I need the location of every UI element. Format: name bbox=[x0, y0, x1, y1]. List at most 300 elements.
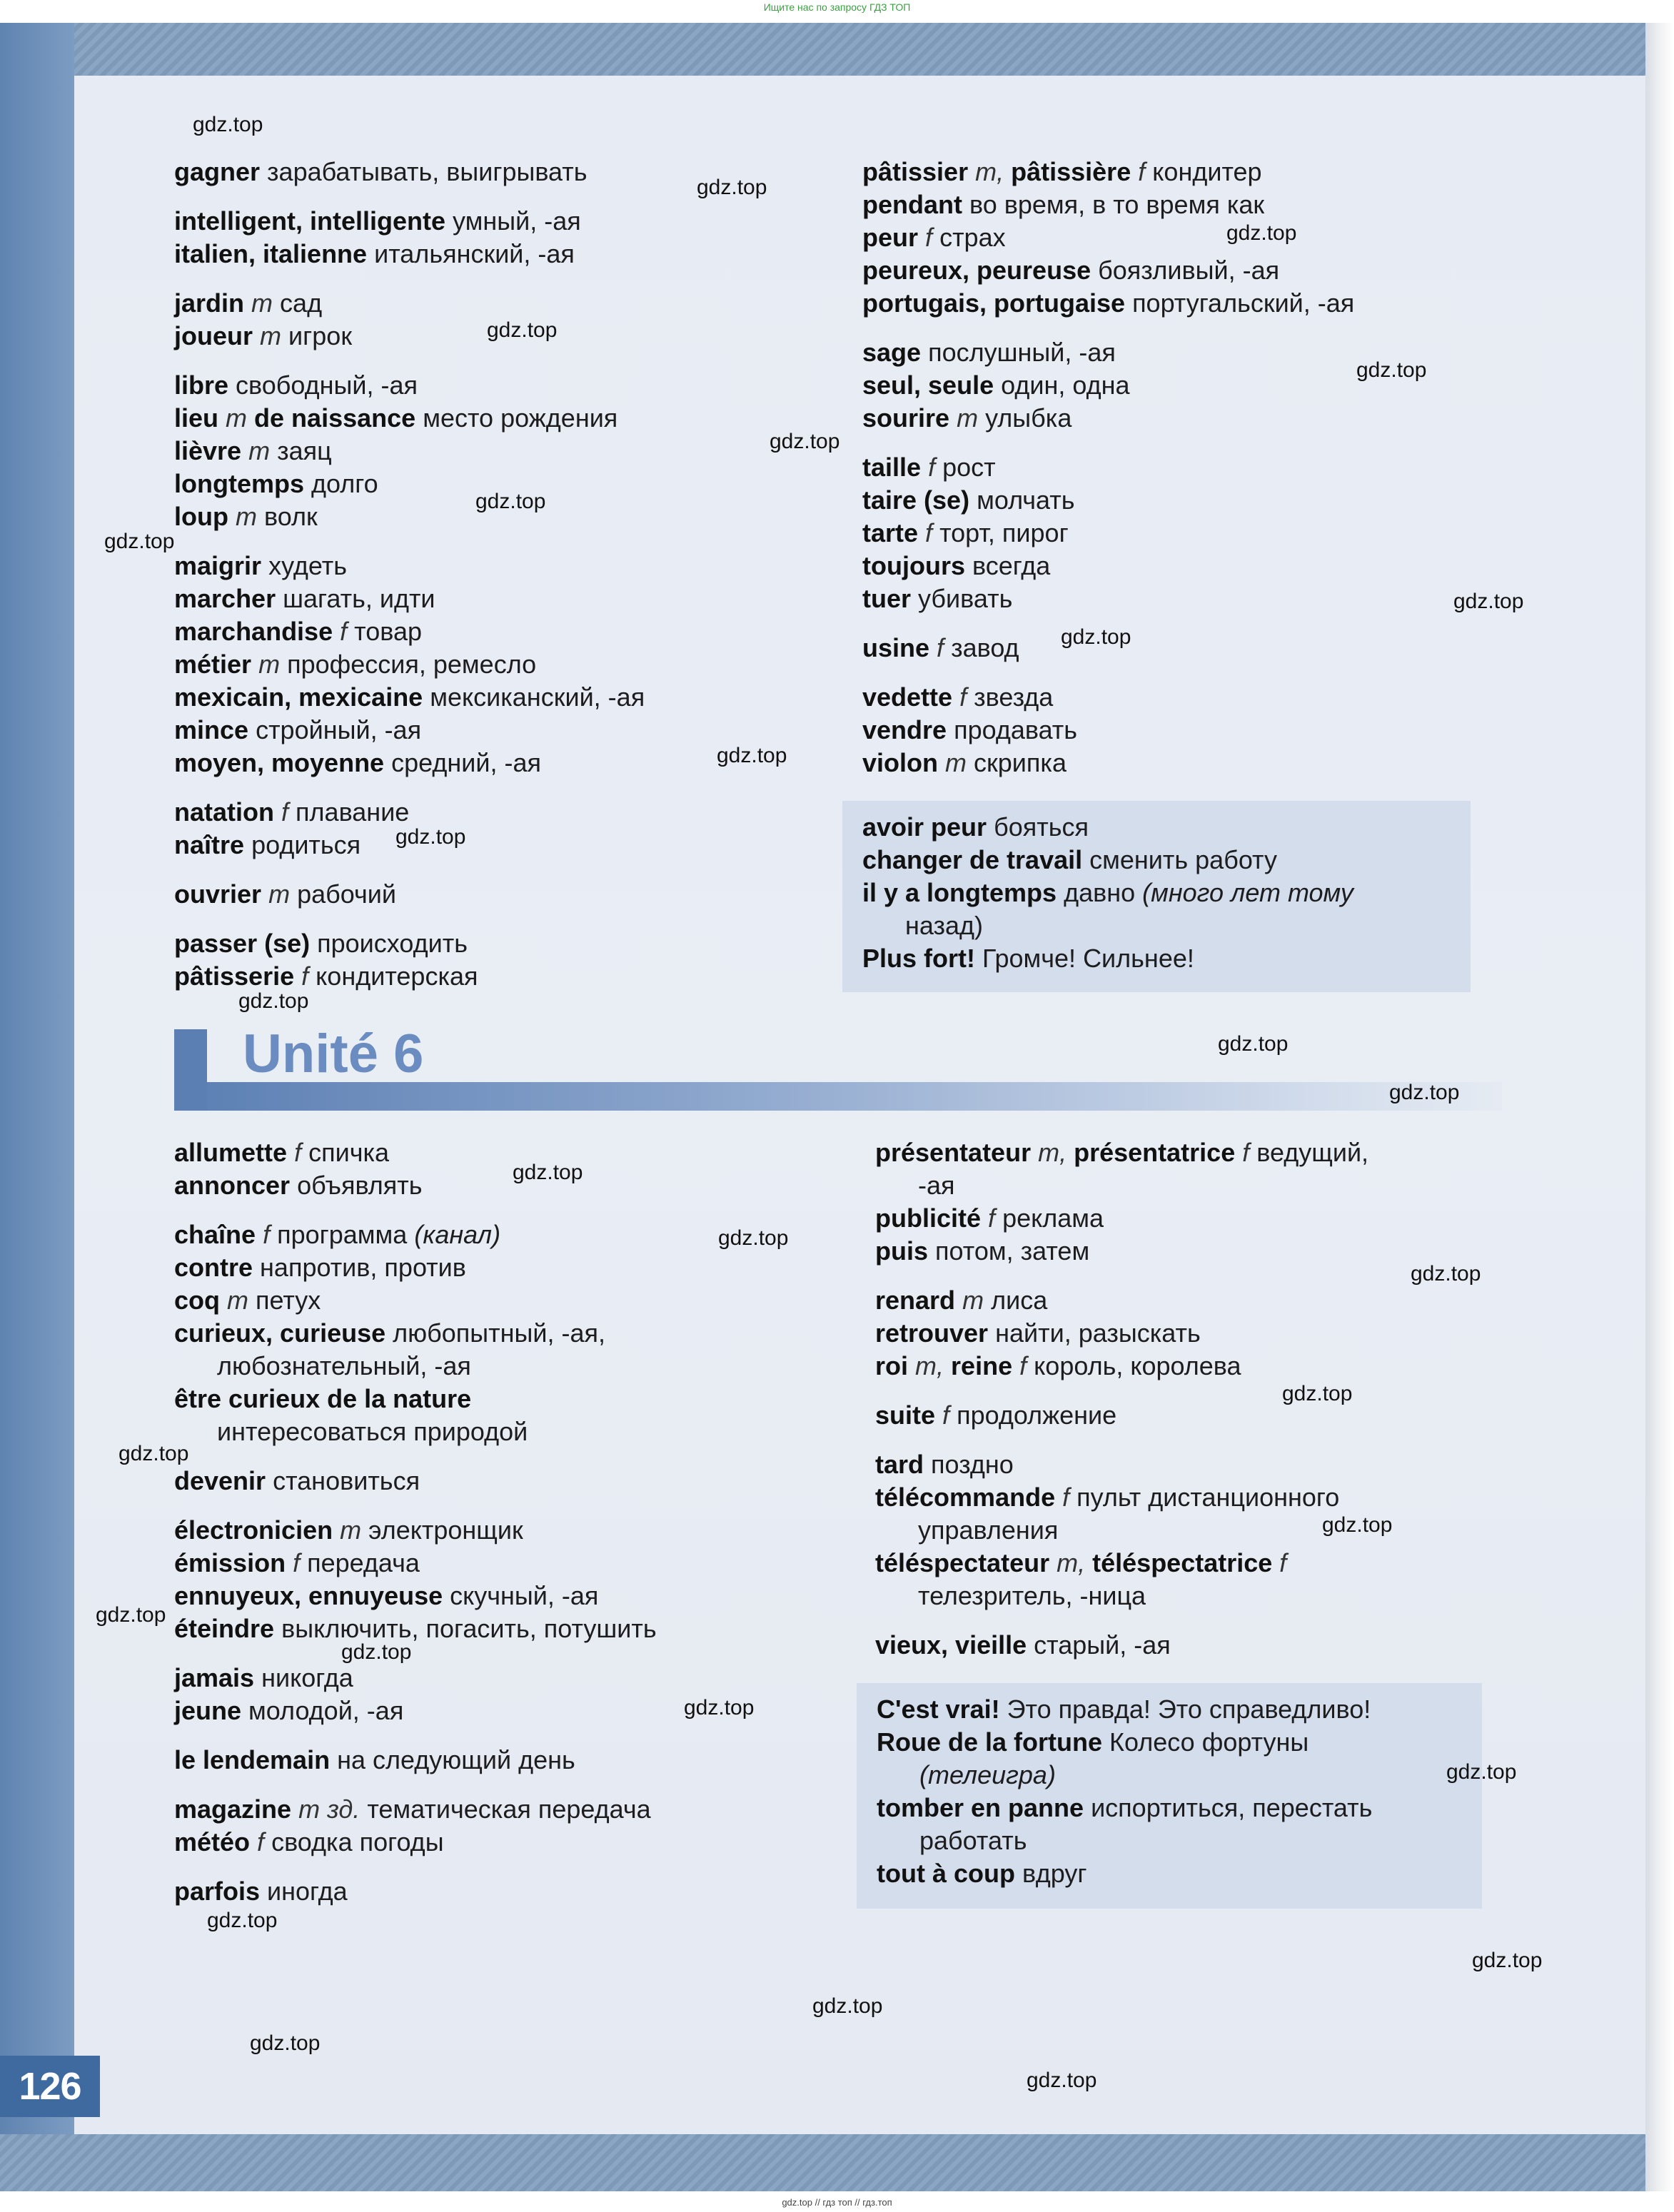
entry-gender: m bbox=[258, 650, 281, 679]
entry-translation: бояться bbox=[994, 812, 1089, 842]
vocab-entry bbox=[862, 451, 1354, 484]
watermark: gdz.top bbox=[119, 1442, 189, 1465]
entry-word: C'est vrai! bbox=[877, 1695, 1000, 1724]
watermark: gdz.top bbox=[1411, 1262, 1481, 1286]
entry-word: ouvrier bbox=[174, 879, 262, 909]
entry-translation: продавать bbox=[954, 715, 1078, 744]
unit5-phrases-box bbox=[842, 801, 1471, 992]
entry-gender: f bbox=[1279, 1548, 1287, 1577]
entry-translation: товар bbox=[354, 617, 423, 646]
entry-translation: любопытный, -ая, bbox=[393, 1318, 606, 1348]
vocab-entry bbox=[174, 369, 645, 402]
vocab-entry bbox=[174, 205, 645, 238]
entry-translation: на следующий день bbox=[337, 1745, 575, 1774]
entry-gender: m bbox=[945, 748, 967, 777]
entry-gap bbox=[174, 533, 645, 550]
phrase-entry bbox=[877, 1726, 1462, 1792]
entry-translation: напротив, против bbox=[260, 1253, 466, 1282]
watermark: gdz.top bbox=[1027, 2069, 1097, 2092]
entry-translation: объявлять bbox=[297, 1171, 423, 1200]
entry-word: avoir peur bbox=[862, 812, 987, 842]
vocab-entry bbox=[174, 1580, 657, 1612]
entry-word-feminine: de naissance bbox=[254, 403, 416, 433]
entry-note: (много лет тому bbox=[1142, 878, 1353, 907]
entry-translation: во время, в то время как bbox=[969, 190, 1265, 219]
entry-word: annoncer bbox=[174, 1171, 291, 1200]
entry-word: tomber en panne bbox=[877, 1793, 1084, 1822]
entry-gender: f bbox=[1062, 1483, 1070, 1512]
vocab-entry bbox=[174, 1875, 657, 1908]
entry-word: chaîne bbox=[174, 1220, 256, 1249]
entry-word: mexicain, mexicaine bbox=[174, 682, 423, 712]
entry-gender: m bbox=[226, 403, 248, 433]
entry-word: devenir bbox=[174, 1466, 266, 1495]
entry-word: pâtisserie bbox=[174, 961, 295, 991]
vocab-entry bbox=[174, 747, 645, 779]
phrase-entry bbox=[862, 942, 1451, 975]
entry-translation: программа bbox=[277, 1220, 408, 1249]
entry-gender: m bbox=[340, 1515, 362, 1545]
entry-translation: поздно bbox=[931, 1450, 1014, 1479]
vocab-entry bbox=[174, 681, 645, 714]
watermark: gdz.top bbox=[1472, 1949, 1543, 1972]
entry-word: allumette bbox=[174, 1138, 288, 1167]
entry-word: curieux, curieuse bbox=[174, 1318, 386, 1348]
entry-gap bbox=[174, 862, 645, 878]
entry-translation: мексиканский, -ая bbox=[430, 682, 645, 712]
entry-word: téléspectateur bbox=[875, 1548, 1050, 1577]
entry-translation-continued: телезритель, -ница bbox=[918, 1581, 1146, 1610]
entry-translation-continued: интересоваться природой bbox=[217, 1417, 528, 1446]
entry-translation: давно bbox=[1064, 878, 1136, 907]
vocab-entry bbox=[862, 402, 1354, 435]
vocab-entry bbox=[174, 500, 645, 533]
vocab-entry bbox=[174, 1744, 657, 1777]
entry-word: vieux, vieille bbox=[875, 1630, 1027, 1660]
entry-word: il y a longtemps bbox=[862, 878, 1057, 907]
watermark: gdz.top bbox=[96, 1603, 166, 1627]
unit-heading bbox=[174, 1022, 1502, 1115]
entry-word-feminine: pâtissière bbox=[1011, 157, 1131, 186]
entry-translation: страх bbox=[939, 223, 1006, 252]
watermark: gdz.top bbox=[770, 430, 840, 453]
top-decor-band bbox=[0, 23, 1645, 76]
vocab-entry bbox=[862, 369, 1354, 402]
entry-gender: f bbox=[1019, 1351, 1027, 1380]
entry-translation: сводка погоды bbox=[271, 1827, 444, 1857]
entry-translation: ведущий, bbox=[1256, 1138, 1369, 1167]
entry-translation: завод bbox=[951, 633, 1019, 662]
entry-gap bbox=[174, 1645, 657, 1662]
vocab-entry bbox=[174, 1514, 657, 1547]
entry-translation: потом, затем bbox=[935, 1236, 1090, 1266]
entry-translation: выключить, погасить, потушить bbox=[281, 1614, 657, 1643]
entry-gap bbox=[174, 1727, 657, 1744]
vocab-entry bbox=[174, 1317, 657, 1383]
entry-translation: Это правда! Это справедливо! bbox=[1007, 1695, 1371, 1724]
vocab-entry bbox=[875, 1481, 1368, 1547]
vocab-entry bbox=[174, 1793, 657, 1826]
entry-translation: итальянский, -ая bbox=[374, 239, 575, 268]
entry-gender: f bbox=[925, 518, 933, 547]
vocab-entry bbox=[174, 1695, 657, 1727]
entry-translation: заяц bbox=[277, 436, 332, 465]
entry-gender: f bbox=[281, 797, 289, 827]
entry-word: tarte bbox=[862, 518, 919, 547]
watermark: gdz.top bbox=[395, 825, 466, 849]
entry-gap bbox=[875, 1268, 1368, 1284]
page-edge bbox=[1645, 23, 1674, 2191]
vocab-entry bbox=[875, 1317, 1368, 1350]
entry-word: publicité bbox=[875, 1203, 982, 1233]
entry-gap bbox=[862, 665, 1354, 681]
watermark: gdz.top bbox=[207, 1909, 278, 1932]
entry-translation: скучный, -ая bbox=[450, 1581, 599, 1610]
entry-word: éteindre bbox=[174, 1614, 275, 1643]
entry-gender: f bbox=[937, 633, 944, 662]
vocab-entry bbox=[174, 1284, 657, 1317]
entry-translation: убивать bbox=[918, 584, 1013, 613]
entry-gap bbox=[174, 271, 645, 287]
entry-gender: f bbox=[925, 223, 933, 252]
entry-gap bbox=[862, 320, 1354, 336]
entry-gender: m bbox=[236, 502, 257, 531]
vocab-entry bbox=[174, 927, 645, 960]
watermark: gdz.top bbox=[1061, 625, 1131, 649]
entry-word: être curieux de la nature bbox=[174, 1384, 472, 1413]
entry-word: passer (se) bbox=[174, 929, 311, 958]
entry-word: gagner bbox=[174, 157, 261, 186]
unit5-right-column bbox=[862, 156, 1354, 779]
watermark: gdz.top bbox=[1282, 1382, 1353, 1405]
entry-word: le lendemain bbox=[174, 1745, 331, 1774]
entry-translation-continued: назад) bbox=[905, 911, 984, 940]
vocab-entry bbox=[174, 1218, 657, 1251]
watermark: gdz.top bbox=[697, 176, 767, 199]
entry-translation: португальский, -ая bbox=[1132, 288, 1355, 318]
entry-word: présentateur bbox=[875, 1138, 1032, 1167]
entry-word: puis bbox=[875, 1236, 929, 1266]
phrase-entry bbox=[877, 1857, 1462, 1890]
entry-word: toujours bbox=[862, 551, 965, 580]
entry-translation: спичка bbox=[308, 1138, 390, 1167]
phrase-entry bbox=[862, 844, 1451, 877]
vocab-entry bbox=[174, 320, 645, 353]
vocab-entry bbox=[862, 582, 1354, 615]
vocab-entry bbox=[174, 878, 645, 911]
entry-word: taille bbox=[862, 453, 922, 482]
entry-word: longtemps bbox=[174, 469, 305, 498]
page-number: 126 bbox=[0, 2056, 100, 2117]
vocab-entry bbox=[862, 254, 1354, 287]
entry-word-feminine: présentatrice bbox=[1074, 1138, 1236, 1167]
vocab-entry bbox=[174, 1612, 657, 1645]
vocab-entry bbox=[862, 484, 1354, 517]
entry-word-feminine: reine bbox=[951, 1351, 1013, 1380]
entry-translation: лиса bbox=[991, 1286, 1048, 1315]
entry-word: vendre bbox=[862, 715, 947, 744]
entry-word: roi bbox=[875, 1351, 909, 1380]
entry-gender: m, bbox=[1038, 1138, 1067, 1167]
vocab-entry bbox=[174, 1136, 657, 1169]
entry-word: marchandise bbox=[174, 617, 333, 646]
entry-word: moyen, moyenne bbox=[174, 748, 385, 777]
entry-translation: молчать bbox=[977, 485, 1075, 515]
entry-translation: становиться bbox=[273, 1466, 420, 1495]
vocab-entry bbox=[174, 615, 645, 648]
entry-translation: умный, -ая bbox=[453, 206, 581, 236]
watermark: gdz.top bbox=[1389, 1081, 1460, 1104]
entry-gap bbox=[174, 188, 645, 205]
entry-translation: реклама bbox=[1002, 1203, 1104, 1233]
entry-word: intelligent, intelligente bbox=[174, 206, 446, 236]
entry-gap bbox=[862, 435, 1354, 451]
entry-gender: m bbox=[268, 879, 291, 909]
watermark: gdz.top bbox=[684, 1696, 755, 1719]
watermark: gdz.top bbox=[1218, 1032, 1289, 1056]
vocab-entry bbox=[174, 648, 645, 681]
entry-word: marcher bbox=[174, 584, 276, 613]
unit-title: Unité 6 bbox=[243, 1024, 424, 1084]
entry-gender: f bbox=[928, 453, 936, 482]
entry-gap bbox=[174, 1202, 657, 1218]
entry-translation: торт, пирог bbox=[939, 518, 1069, 547]
entry-word: tuer bbox=[862, 584, 912, 613]
vocab-entry bbox=[174, 1465, 657, 1498]
vocab-entry bbox=[174, 796, 645, 829]
entry-word: renard bbox=[875, 1286, 956, 1315]
entry-word: peureux, peureuse bbox=[862, 256, 1091, 285]
entry-word: tout à coup bbox=[877, 1859, 1015, 1888]
entry-word: loup bbox=[174, 502, 228, 531]
entry-translation: шагать, идти bbox=[283, 584, 435, 613]
entry-translation: один, одна bbox=[1001, 370, 1130, 400]
entry-translation: петух bbox=[256, 1286, 321, 1315]
vocab-entry bbox=[174, 156, 645, 188]
watermark: gdz.top bbox=[341, 1640, 412, 1664]
entry-word: jeune bbox=[174, 1696, 242, 1725]
entry-gender: f bbox=[959, 682, 967, 712]
vocab-entry bbox=[174, 287, 645, 320]
vocab-entry bbox=[174, 550, 645, 582]
watermark: gdz.top bbox=[513, 1161, 583, 1184]
entry-word-feminine: téléspectatrice bbox=[1092, 1548, 1273, 1577]
vocab-entry bbox=[174, 960, 645, 993]
top-note: Ищите нас по запросу ГДЗ ТОП bbox=[763, 1, 911, 13]
entry-gender: f bbox=[263, 1220, 271, 1249]
entry-gap bbox=[174, 1777, 657, 1793]
entry-translation: продолжение bbox=[957, 1400, 1117, 1430]
entry-gender: m bbox=[227, 1286, 249, 1315]
watermark: gdz.top bbox=[1453, 590, 1524, 613]
unit5-left-column bbox=[174, 156, 645, 993]
vocab-entry bbox=[174, 402, 645, 435]
entry-translation: молодой, -ая bbox=[248, 1696, 404, 1725]
entry-translation: вдруг bbox=[1022, 1859, 1087, 1888]
watermark: gdz.top bbox=[193, 113, 263, 136]
phrase-entry bbox=[877, 1792, 1462, 1857]
entry-translation-continued: любознательный, -ая bbox=[217, 1351, 471, 1380]
entry-translation: улыбка bbox=[985, 403, 1072, 433]
entry-word: Roue de la fortune bbox=[877, 1727, 1103, 1757]
entry-translation: рабочий bbox=[297, 879, 396, 909]
entry-word: suite bbox=[875, 1400, 936, 1430]
entry-word: violon bbox=[862, 748, 938, 777]
vocab-entry bbox=[862, 287, 1354, 320]
entry-note: (канал) bbox=[414, 1220, 501, 1249]
vocab-entry bbox=[174, 1251, 657, 1284]
vocab-entry bbox=[174, 1169, 657, 1202]
watermark: gdz.top bbox=[812, 1994, 883, 2018]
entry-translation: сменить работу bbox=[1089, 845, 1277, 874]
watermark: gdz.top bbox=[717, 744, 787, 767]
entry-gender: f bbox=[294, 1138, 302, 1167]
entry-gender: m, bbox=[915, 1351, 944, 1380]
entry-gap bbox=[174, 1498, 657, 1514]
entry-word: coq bbox=[174, 1286, 221, 1315]
entry-translation: пульт дистанционного bbox=[1076, 1483, 1340, 1512]
watermark: gdz.top bbox=[238, 989, 309, 1013]
entry-translation: передача bbox=[307, 1548, 420, 1577]
entry-translation: сад bbox=[280, 288, 323, 318]
entry-translation: иногда bbox=[267, 1877, 348, 1906]
entry-word: pâtissier bbox=[862, 157, 969, 186]
left-decor-band bbox=[0, 23, 74, 2191]
entry-gap bbox=[174, 1448, 657, 1465]
entry-translation: игрок bbox=[288, 321, 353, 350]
entry-gap bbox=[174, 911, 645, 927]
entry-gender: f bbox=[340, 617, 348, 646]
vocab-entry bbox=[875, 1547, 1368, 1612]
vocab-entry bbox=[862, 156, 1354, 188]
entry-word: taire (se) bbox=[862, 485, 970, 515]
entry-word: émission bbox=[174, 1548, 286, 1577]
entry-translation: рост bbox=[942, 453, 996, 482]
vocab-entry bbox=[174, 238, 645, 271]
entry-word: jamais bbox=[174, 1663, 255, 1692]
entry-word: électronicien bbox=[174, 1515, 333, 1545]
watermark: gdz.top bbox=[1446, 1760, 1517, 1784]
entry-translation: профессия, ремесло bbox=[287, 650, 537, 679]
entry-translation: всегда bbox=[972, 551, 1051, 580]
entry-word: lieu bbox=[174, 403, 219, 433]
entry-translation: родиться bbox=[251, 830, 361, 859]
entry-translation: тематическая передача bbox=[367, 1794, 651, 1824]
entry-translation: средний, -ая bbox=[391, 748, 541, 777]
entry-word: pendant bbox=[862, 190, 962, 219]
entry-gender: m зд. bbox=[298, 1794, 360, 1824]
vocab-entry bbox=[875, 1235, 1368, 1268]
vocab-entry bbox=[174, 1383, 657, 1448]
entry-gap bbox=[174, 1859, 657, 1875]
bottom-decor-band bbox=[0, 2134, 1645, 2191]
entry-word: jardin bbox=[174, 288, 245, 318]
entry-translation: долго bbox=[311, 469, 378, 498]
entry-word: changer de travail bbox=[862, 845, 1083, 874]
entry-word: magazine bbox=[174, 1794, 292, 1824]
entry-gap bbox=[174, 779, 645, 796]
entry-translation: свободный, -ая bbox=[236, 370, 418, 400]
entry-word: retrouver bbox=[875, 1318, 989, 1348]
entry-word: contre bbox=[174, 1253, 253, 1282]
entry-gender: m bbox=[251, 288, 273, 318]
entry-word: ennuyeux, ennuyeuse bbox=[174, 1581, 443, 1610]
entry-translation: король, королева bbox=[1034, 1351, 1241, 1380]
entry-gender: m bbox=[260, 321, 282, 350]
entry-translation: найти, разыскать bbox=[995, 1318, 1201, 1348]
entry-gender: f bbox=[988, 1203, 996, 1233]
entry-translation: никогда bbox=[261, 1663, 353, 1692]
entry-translation-continued: работать bbox=[919, 1826, 1027, 1855]
vocab-entry bbox=[862, 188, 1354, 221]
watermark: gdz.top bbox=[1226, 221, 1297, 245]
entry-gender: f bbox=[257, 1827, 265, 1857]
entry-note: (телеигра) bbox=[919, 1760, 1056, 1789]
entry-translation-continued: -ая bbox=[918, 1171, 955, 1200]
entry-translation: стройный, -ая bbox=[256, 715, 422, 744]
watermark: gdz.top bbox=[250, 2031, 321, 2055]
entry-gender: f bbox=[942, 1400, 950, 1430]
watermark: gdz.top bbox=[1356, 358, 1427, 382]
watermark: gdz.top bbox=[718, 1226, 789, 1250]
entry-gender: m bbox=[248, 436, 271, 465]
entry-translation-continued: управления bbox=[918, 1515, 1059, 1545]
phrase-entry bbox=[877, 1693, 1462, 1726]
entry-translation: Громче! Сильнее! bbox=[982, 944, 1194, 973]
entry-word: usine bbox=[862, 633, 930, 662]
entry-translation: старый, -ая bbox=[1034, 1630, 1171, 1660]
entry-translation: Колесо фортуны bbox=[1109, 1727, 1309, 1757]
vocab-entry bbox=[174, 435, 645, 468]
phrase-entry bbox=[862, 877, 1451, 942]
entry-word: portugais, portugaise bbox=[862, 288, 1126, 318]
vocab-entry bbox=[875, 1284, 1368, 1317]
entry-translation: плавание bbox=[296, 797, 410, 827]
entry-word: libre bbox=[174, 370, 229, 400]
entry-gender: m bbox=[957, 403, 979, 433]
entry-translation: испортиться, перестать bbox=[1091, 1793, 1373, 1822]
unit-heading-bar bbox=[174, 1082, 1502, 1111]
unit6-phrases-box bbox=[857, 1683, 1482, 1909]
entry-word: parfois bbox=[174, 1877, 261, 1906]
vocab-entry bbox=[862, 747, 1354, 779]
watermark: gdz.top bbox=[1322, 1513, 1393, 1537]
entry-word: météo bbox=[174, 1827, 251, 1857]
entry-translation: кондитер bbox=[1152, 157, 1262, 186]
entry-word: maigrir bbox=[174, 551, 262, 580]
unit-heading-bar-left bbox=[174, 1029, 207, 1111]
vocab-entry bbox=[174, 1547, 657, 1580]
entry-word: peur bbox=[862, 223, 919, 252]
vocab-entry bbox=[862, 550, 1354, 582]
watermark: gdz.top bbox=[475, 490, 546, 513]
unit6-left-column bbox=[174, 1136, 657, 1908]
entry-word: lièvre bbox=[174, 436, 242, 465]
vocab-entry bbox=[862, 714, 1354, 747]
entry-word: métier bbox=[174, 650, 252, 679]
entry-word: natation bbox=[174, 797, 274, 827]
entry-translation: скрипка bbox=[974, 748, 1067, 777]
entry-translation: худеть bbox=[268, 551, 347, 580]
vocab-entry bbox=[174, 1662, 657, 1695]
entry-translation: зарабатывать, выигрывать bbox=[267, 157, 588, 186]
vocab-entry bbox=[862, 336, 1354, 369]
entry-translation: послушный, -ая bbox=[928, 338, 1116, 367]
entry-translation: кондитерская bbox=[316, 961, 478, 991]
vocab-entry bbox=[875, 1136, 1368, 1202]
entry-word: joueur bbox=[174, 321, 253, 350]
entry-word: sage bbox=[862, 338, 922, 367]
